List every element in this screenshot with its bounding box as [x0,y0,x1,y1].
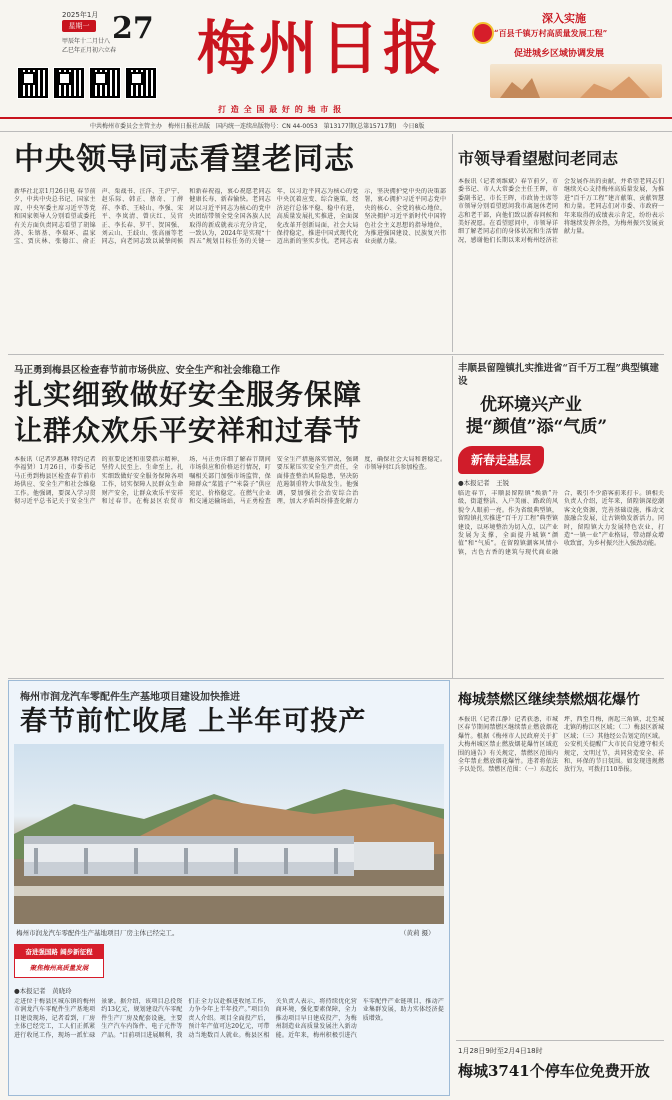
auto-body: 走进位于梅县区城东镇的梅州市润龙汽车零配件生产基地项目建设现场，记者看到，厂房主体已经完工，工人们正抓紧进行收尾工作，现场一派忙碌景象。据介绍，该项目总投资约13亿元，规划建设汽车零配件生产厂房及配套设施，主要生产汽车内饰件、电子元件等产品。“目前项目进展顺利，我们正全力以赴推进收尾工作，力争今年上半年投产。”项目负责人介绍。项目全面投产后，预计年产值可达20亿元，可带动当地数百人就业。梅县区相关负责人表示，将持续优化营商环境，强化要素保障，全力推动项目早日建成投产，为梅州制造业高质量发展注入新动能。近年来，梅州积极引进汽车零配件产业链项目，推动产业集群发展，助力实体经济提质增效。 [14,998,444,1039]
qr-code-icon [90,68,120,98]
day-number: 27 [112,11,154,46]
photo-credit: （黄莉 摄） [400,929,435,937]
auto-body-top [110,944,444,994]
divider [8,354,664,355]
fengshun-headline-2: 提“颜值”添“气质” [466,417,608,437]
photo-caption: 梅州市润龙汽车零配件生产基地项目厂房主体已经完工。 [16,929,179,937]
lunar-date-2: 乙巳年正月初六立春 [62,47,117,54]
photo-illustration [14,744,444,924]
slogan: 打 造 全 国 最 好 的 地 市 报 [218,104,343,114]
safety-headline-1: 扎实细致做好安全服务保障 [14,378,363,411]
qr-code-icon [126,68,156,98]
fengshun-headline-1: 优环境兴产业 [480,395,582,415]
promo-emblem-icon [472,22,494,44]
promo-line-1: 深入实施 [542,12,586,25]
fengshun-kicker: 丰顺县留隍镇扎实推进省“百千万工程”典型镇建设 [458,363,659,387]
city-leaders-headline: 市领导看望慰问老同志 [458,149,619,168]
safety-body: 本报讯（记者罗惠琳 特约记者李福贤）1月26日，市委书记马正勇到梅县区检查春节前市场供应、安全生产和社会维稳工作。他强调，要深入学习贯彻习近平总书记关于安全生产的重要论述和重要指示精神，坚持人民至上、生命至上，扎实细致做好安全服务保障各项工作，切实保障人民群众生命财产安全，让群众欢乐平安祥和过春节。在梅县区农贸市场，马正勇详细了解春节期间市场供应和价格运行情况，叮嘱相关部门加强市场监管，保障群众“菜篮子”“米袋子”供应充足、价格稳定。在燃气企业和交通运输场站，马正勇检查安全生产措施落实情况，强调要压紧压实安全生产责任，全面排查整治风险隐患，坚决防范遏制重特大事故发生。他强调，要加强社会治安综合治理，加大矛盾纠纷排查化解力度，确保社会大局和谐稳定。市领导何红兵参加检查。 [14,456,446,506]
promo-box [470,8,666,98]
new-year-badge-label: 新春走基层 [470,453,531,467]
promo-line-2: “百县千镇万村高质量发展工程” [494,28,608,38]
newspaper-title: 梅州日报 [196,14,445,82]
lead-body: 新华社北京1月26日电 春节前夕，中共中央总书记、国家主席、中央军委主席习近平等党和国家领导人分别看望或委托有关方面负责同志看望了胡锦涛、朱镕基、李瑞环、温家宝、贾庆林、张德江、俞正声、栗战书、汪洋、王沪宁、赵乐际、韩正、蔡奇、丁薛祥、李希、王岐山、李强、宋平、李岚清、曾庆红、吴官正、李长春、罗干、贺国强、刘云山、王歧山、张高丽等老同志，向老同志致以诚挚问候和新春祝福，衷心祝愿老同志健康长寿、新春愉快。老同志对以习近平同志为核心的党中央团结带领全党全国各族人民取得的新成就表示充分肯定，一致认为，2024年是实现“十四五”规划目标任务的关键一年，以习近平同志为核心的党中央沉着应变、综合施策，经济运行总体平稳、稳中有进，高质量发展扎实推进，全面深化改革开创新局面，社会大局保持稳定，推进中国式现代化迈出新的坚实步伐。老同志表示，坚决拥护党中央的决策部署，衷心拥护习近平同志党中央的核心、全党的核心地位，坚决拥护习近平新时代中国特色社会主义思想的指导地位，为推进强国建设、民族复兴伟业贡献力量。 [14,188,446,246]
qr-code-icon [54,68,84,98]
fengshun-byline: ●本报记者 王锐 [458,479,510,487]
divider [0,131,672,132]
fireworks-headline: 梅城禁燃区继续禁燃烟花爆竹 [458,692,640,708]
fireworks-body: 本报讯（记者江静）记者获悉，市城区春节期间禁燃区继续禁止燃放烟花爆竹。根据《梅州市人民政府关于扩大梅州城区禁止燃放烟花爆竹区域范围的通告》有关规定，禁燃区范围内全年禁止燃放烟花爆竹。违者将依法予以处罚。禁燃区范围：（一）东起长坪，西至月梅，南起三角镇，北至城北镇的梅江区区域；（二）梅县区新城区域；（三）其他经公告划定的区域。公安机关提醒广大市民自觉遵守相关规定，文明过节，共同营造安全、祥和、环保的节日氛围。如发现违规燃放行为，可拨打110举报。 [458,716,664,774]
city-leaders-body: 本报讯（记者刘维斌）春节前夕，市委书记、市人大常委会主任王晖，市委副书记、市长王晖，市政协主席等市领导分别看望慰问我市离退休老同志和老干部，向他们致以新春问候和美好祝愿。在看望慰问中，市领导详细了解老同志们的身体状况和生活情况，感谢他们长期以来对梅州经济社会发展作出的贡献，并希望老同志们继续关心支持梅州高质量发展，为推进“百千万工程”建言献策、贡献智慧和力量。老同志们对市委、市政府一年来取得的成绩表示肯定，纷纷表示将继续发挥余热，为梅州振兴发展贡献力量。 [458,178,664,244]
series-badge-top: 奋进强国路 阔步新征程 [15,945,103,959]
series-badge [14,944,104,978]
masthead-rule [0,117,672,119]
new-year-badge [458,446,544,474]
vertical-divider [452,356,453,678]
series-badge-bottom: 聚焦梅州高质量发展 [29,964,89,972]
vertical-divider [452,134,453,352]
divider [8,678,664,679]
weekday-badge [62,20,96,32]
lunar-date-1: 甲辰年十二月廿八 [62,38,111,45]
parking-note: 1月28日9时至2月4日18时 [458,1047,543,1055]
fengshun-body: 临近春节，丰顺县留隍镇“焕新”升级，街道整洁、入户美丽、路政的风貌令人眼前一亮。作为省级典型镇，留隍镇扎实推进“百千万工程”典型镇建设，以环境整治为切入点、以产业发展为支撑，全面提升城镇“颜值”和“气质”。在留隍镇潮客风情小镇，古色古香的建筑与现代商业融合，吸引不少游客前来打卡。镇相关负责人介绍，近年来，留隍镇深挖潮客文化资源，完善基础设施，推动文旅融合发展，让古镇焕发新活力。同时，留隍镇大力发展特色农业，打造“一镇一业”产业格局，带动群众增收致富，为乡村振兴注入强劲动能。 [458,490,664,556]
promo-line-3: 促进城乡区域协调发展 [514,49,605,59]
parking-headline: 梅城3741个停车位免费开放 [458,1062,650,1080]
auto-byline: ●本报记者 黄晓玲 [14,987,72,995]
promo-scenery [490,64,662,98]
safety-headline-2: 让群众欢乐平安祥和过春节 [14,414,363,447]
info-bar: 中共梅州市委员会主管主办 梅州日报社出版 国内统一连续出版物号：CN 44-0053 第13177期(总第15717期) 今日8版 [90,123,425,130]
auto-kicker: 梅州市润龙汽车零配件生产基地项目建设加快推进 [20,692,240,703]
divider [456,1040,664,1041]
safety-kicker: 马正勇到梅县区检查春节前市场供应、安全生产和社会维稳工作 [14,365,281,376]
qr-code-icon [18,68,48,98]
weekday: 星期一 [68,22,90,30]
lead-headline: 中央领导同志看望老同志 [14,142,355,177]
construction-site-photo [14,744,444,924]
date-year-month: 2025年1月 [62,11,99,19]
auto-headline: 春节前忙收尾 上半年可投产 [20,706,367,737]
masthead [0,0,672,118]
